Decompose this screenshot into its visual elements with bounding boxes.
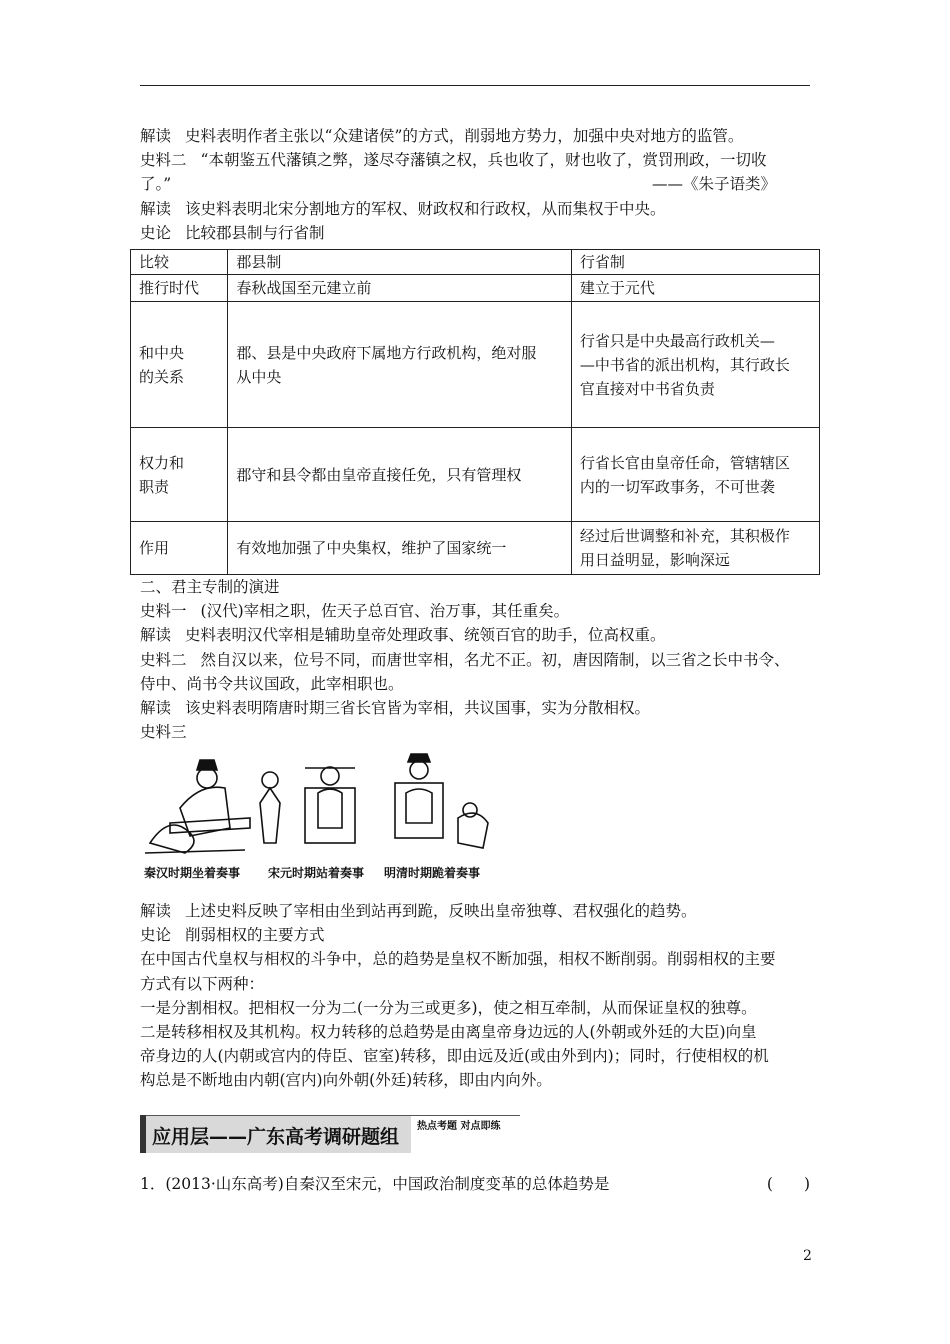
source-citation: ——《朱子语类》 bbox=[651, 175, 776, 194]
table-cell: 和中央 的关系 bbox=[131, 302, 228, 428]
text-line: 帝身边的人(内朝或宫内的侍臣、宦室)转移，即由远及近(或由外到内)；同时，行使相权的机 bbox=[140, 1047, 769, 1066]
table-header-cell: 郡县制 bbox=[228, 250, 571, 275]
table-row bbox=[131, 275, 820, 302]
comparison-table bbox=[130, 249, 820, 575]
section-1 bbox=[140, 124, 820, 245]
question-text: 1．(2013·山东高考)自秦汉至宋元，中国政治制度变革的总体趋势是 bbox=[140, 1175, 610, 1193]
page-number: 2 bbox=[803, 1248, 812, 1264]
figure-caption: 宋元时期站着奏事 bbox=[268, 866, 365, 880]
text-line: 在中国古代皇权与相权的斗争中，总的趋势是皇权不断加强，相权不断削弱。削弱相权的主要 bbox=[140, 950, 776, 969]
section-3 bbox=[140, 899, 820, 1093]
header-rule bbox=[140, 85, 810, 86]
text-line: 史料三 bbox=[140, 723, 187, 742]
table-header-cell: 比较 bbox=[131, 250, 228, 275]
text-line: 二是转移相权及其机构。权力转移的总趋势是由离皇帝身边远的人(外朝或外廷的大臣)向皇 bbox=[140, 1023, 757, 1042]
text-line: 史料一 (汉代)宰相之职，佐天子总百官、治万事，其任重矣。 bbox=[140, 602, 570, 621]
table-cell: 推行时代 bbox=[131, 275, 228, 302]
table-cell: 权力和 职责 bbox=[131, 428, 228, 522]
table-cell: 经过后世调整和补充，其积极作 用日益明显，影响深远 bbox=[571, 522, 819, 575]
table-cell: 郡、县是中央政府下属地方行政机构，绝对服 从中央 bbox=[228, 302, 571, 428]
question-1 bbox=[140, 1172, 810, 1196]
historical-illustration bbox=[140, 748, 495, 888]
text-line: 史论 削弱相权的主要方式 bbox=[140, 926, 325, 945]
text-line: 方式有以下两种： bbox=[140, 974, 265, 993]
figure-caption: 秦汉时期坐着奏事 bbox=[144, 866, 241, 880]
figure-caption: 明清时期跪着奏事 bbox=[384, 866, 481, 880]
table-row bbox=[131, 522, 820, 575]
text-line: 史料二 “本朝鉴五代藩镇之弊，遂尽夺藩镇之权，兵也收了，财也收了，赏罚刑政，一切收 bbox=[140, 151, 767, 170]
table-cell: 有效地加强了中央集权，维护了国家统一 bbox=[228, 522, 571, 575]
text-line: 史料二 然自汉以来，位号不同，而唐世宰相，名尤不正。初，唐因隋制，以三省之长中书令、 bbox=[140, 650, 790, 669]
banner-rule bbox=[146, 1115, 520, 1116]
text-line: 构总是不断地由内朝(宫内)向外朝(外廷)转移，即由内向外。 bbox=[140, 1071, 552, 1090]
text-line: 了。” ——《朱子语类》 bbox=[140, 172, 820, 196]
table-cell: 行省长官由皇帝任命，管辖辖区 内的一切军政事务，不可世袭 bbox=[571, 428, 819, 522]
illustration-drawing bbox=[140, 748, 495, 863]
section-heading: 二、君主专制的演进 bbox=[140, 578, 280, 596]
table-cell: 郡守和县令都由皇帝直接任免，只有管理权 bbox=[228, 428, 571, 522]
text-line: 侍中、尚书令共议国政，此宰相职也。 bbox=[140, 674, 404, 693]
text-line: 解读 该史料表明隋唐时期三省长官皆为宰相，共议国事，实为分散相权。 bbox=[140, 699, 651, 718]
table-header-row bbox=[131, 250, 820, 275]
table-cell: 春秋战国至元建立前 bbox=[228, 275, 571, 302]
section-banner bbox=[140, 1115, 520, 1153]
table-row bbox=[131, 428, 820, 522]
text-line: 解读 上述史料反映了宰相由坐到站再到跪，反映出皇帝独尊、君权强化的趋势。 bbox=[140, 902, 697, 920]
text-line: 一是分割相权。把相权一分为二(一分为三或更多)，使之相互牵制，从而保证皇权的独尊。 bbox=[140, 998, 757, 1017]
table-cell: 建立于元代 bbox=[571, 275, 819, 302]
section-2 bbox=[140, 575, 820, 744]
table-cell: 作用 bbox=[131, 522, 228, 575]
text-line: 解读 史料表明作者主张以“众建诸侯”的方式，削弱地方势力，加强中央对地方的监管。 bbox=[140, 127, 744, 145]
table-cell: 行省只是中央最高行政机关— —中书省的派出机构，其行政长 官直接对中书省负责 bbox=[571, 302, 819, 428]
text-line: 解读 史料表明汉代宰相是辅助皇帝处理政事、统领百官的助手，位高权重。 bbox=[140, 626, 666, 645]
banner-subtitle: 热点考题 对点即练 bbox=[417, 1121, 501, 1132]
answer-blank: ( ) bbox=[766, 1175, 810, 1193]
banner-title: 应用层——广东高考调研题组 bbox=[152, 1126, 400, 1148]
text-line: 解读 该史料表明北宋分割地方的军权、财政权和行政权，从而集权于中央。 bbox=[140, 199, 666, 218]
text-line: 史论 比较郡县制与行省制 bbox=[140, 223, 325, 242]
table-header-cell: 行省制 bbox=[571, 250, 819, 275]
table-row bbox=[131, 302, 820, 428]
